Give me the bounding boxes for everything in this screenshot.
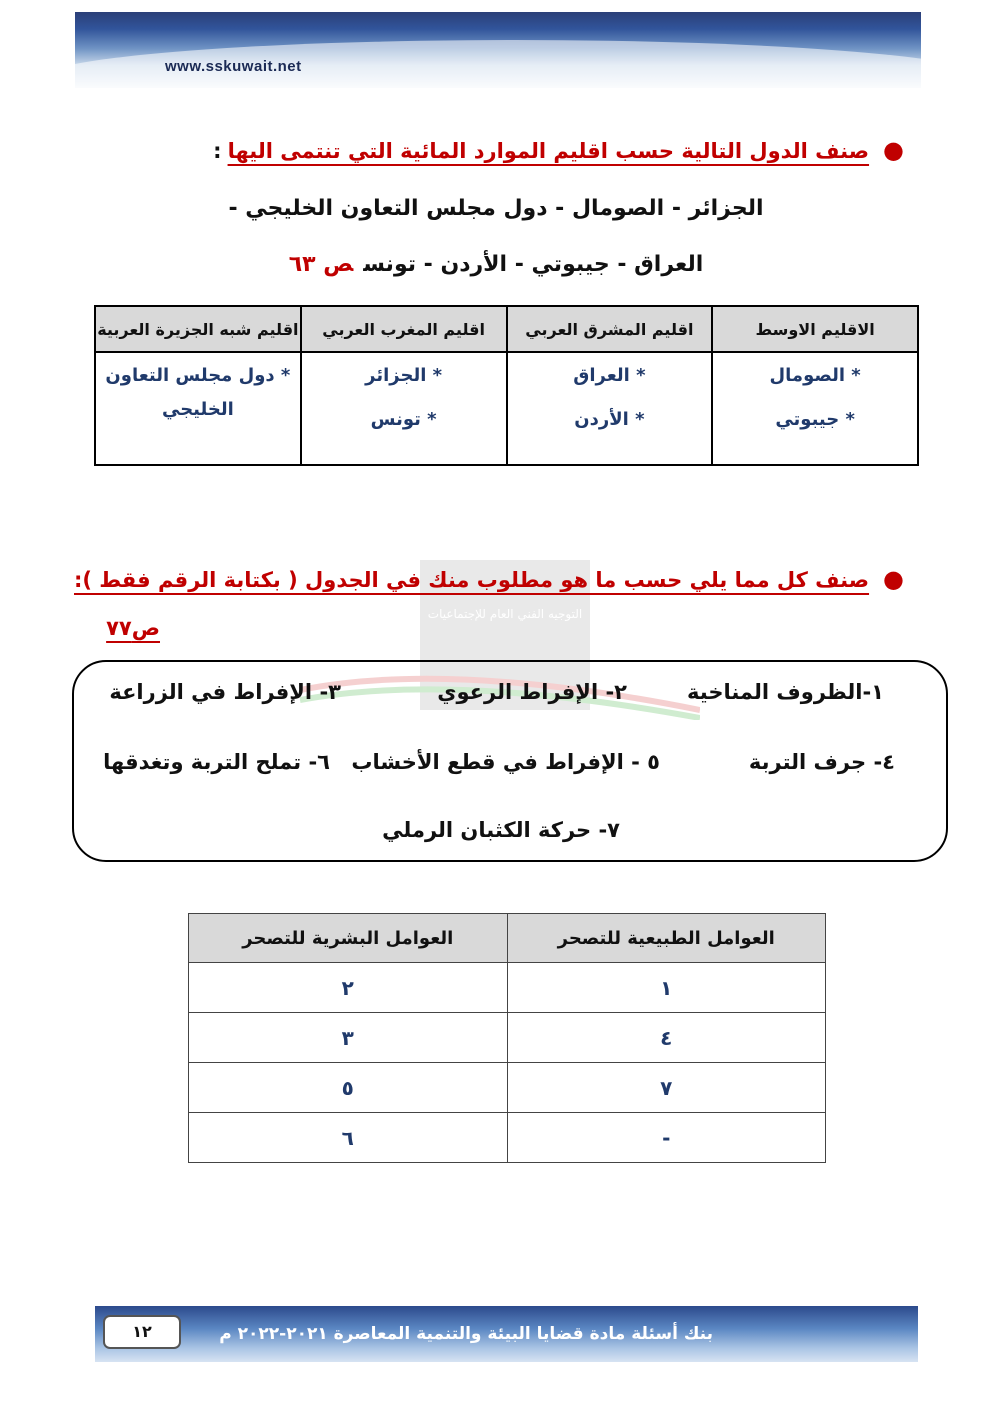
human-factor-cell: ٦ bbox=[189, 1113, 508, 1163]
watermark-text: التوجيه الفني العام للإجتماعيات bbox=[427, 607, 583, 621]
header-natural-factors: العوامل الطبيعية للتصحر bbox=[507, 914, 826, 963]
item-2: ٢- الإفراط الرعوي bbox=[437, 680, 627, 704]
item-4: ٤- جرف التربة bbox=[748, 750, 895, 774]
human-factor-cell: ٥ bbox=[189, 1063, 508, 1113]
desertification-table-header bbox=[189, 914, 826, 963]
country-entry: * تونس bbox=[370, 409, 437, 430]
page-reference-77: ص٧٧ bbox=[106, 616, 160, 640]
human-factor-cell: ٢ bbox=[189, 963, 508, 1013]
header-maghreb-region: اقليم المغرب العربي bbox=[301, 306, 507, 352]
table-row bbox=[189, 1013, 826, 1063]
country-entry: الخليجي bbox=[161, 399, 234, 420]
header-banner bbox=[75, 12, 921, 88]
question-1-text: صنف الدول التالية حسب اقليم الموارد المائية التي تنتمى اليها bbox=[227, 139, 870, 163]
header-peninsula-region: اقليم شبه الجزيرة العربية bbox=[95, 306, 301, 352]
item-5: ٥ - الإفراط في قطع الأخشاب bbox=[351, 750, 660, 774]
question-1-colon: : bbox=[213, 139, 222, 163]
table-row bbox=[189, 1113, 826, 1163]
countries-line-2-text: العراق - جيبوتي - الأردن - تونس bbox=[363, 252, 704, 277]
cell-central-region bbox=[712, 352, 918, 465]
header-central-region: الاقليم الاوسط bbox=[712, 306, 918, 352]
page-number: ١٢ bbox=[103, 1315, 181, 1349]
regions-table-row bbox=[95, 352, 918, 465]
cell-maghreb-region bbox=[301, 352, 507, 465]
natural-factor-cell: ١ bbox=[507, 963, 826, 1013]
item-7: ٧- حركة الكثبان الرملي bbox=[382, 818, 620, 842]
footer-banner bbox=[95, 1306, 918, 1362]
question-2-text: صنف كل مما يلي حسب ما هو مطلوب منك في الجدول ( بكتابة الرقم فقط ): bbox=[74, 568, 870, 592]
country-entry: * الأردن bbox=[574, 409, 645, 430]
country-entry: * الصومال bbox=[769, 365, 861, 386]
site-url[interactable]: www.sskuwait.net bbox=[165, 58, 302, 75]
bullet-icon: ● bbox=[883, 136, 904, 164]
footer-title: بنك أسئلة مادة قضايا البيئة والتنمية المعاصرة ٢٠٢١-٢٠٢٢ م bbox=[219, 1324, 713, 1344]
country-entry: * جيبوتي bbox=[775, 409, 855, 430]
item-6: ٦- تملح التربة وتغدقها bbox=[103, 750, 330, 774]
page-reference-63: ص ٦٣ bbox=[288, 252, 354, 277]
item-3: ٣- الإفراط في الزراعة bbox=[109, 680, 341, 704]
table-row bbox=[189, 963, 826, 1013]
regions-table-header bbox=[95, 306, 918, 352]
desertification-table bbox=[188, 913, 826, 1163]
bullet-icon: ● bbox=[883, 565, 904, 593]
natural-factor-cell: - bbox=[507, 1113, 826, 1163]
table-row bbox=[189, 1063, 826, 1113]
country-entry: * الجزائر bbox=[365, 365, 443, 386]
question-2-title bbox=[74, 565, 904, 593]
country-entry: * العراق bbox=[573, 365, 646, 386]
cell-mashreq-region bbox=[507, 352, 713, 465]
natural-factor-cell: ٧ bbox=[507, 1063, 826, 1113]
natural-factor-cell: ٤ bbox=[507, 1013, 826, 1063]
country-entry: * دول مجلس التعاون bbox=[105, 365, 291, 386]
human-factor-cell: ٣ bbox=[189, 1013, 508, 1063]
regions-table bbox=[94, 305, 919, 466]
header-human-factors: العوامل البشرية للتصحر bbox=[189, 914, 508, 963]
countries-line-2 bbox=[0, 252, 992, 277]
item-1: ١-الظروف المناخية bbox=[687, 680, 884, 704]
countries-line-1: الجزائر - الصومال - دول مجلس التعاون الخليجي - bbox=[228, 196, 764, 221]
question-1-title bbox=[213, 136, 904, 164]
header-mashreq-region: اقليم المشرق العربي bbox=[507, 306, 713, 352]
cell-peninsula-region bbox=[95, 352, 301, 465]
